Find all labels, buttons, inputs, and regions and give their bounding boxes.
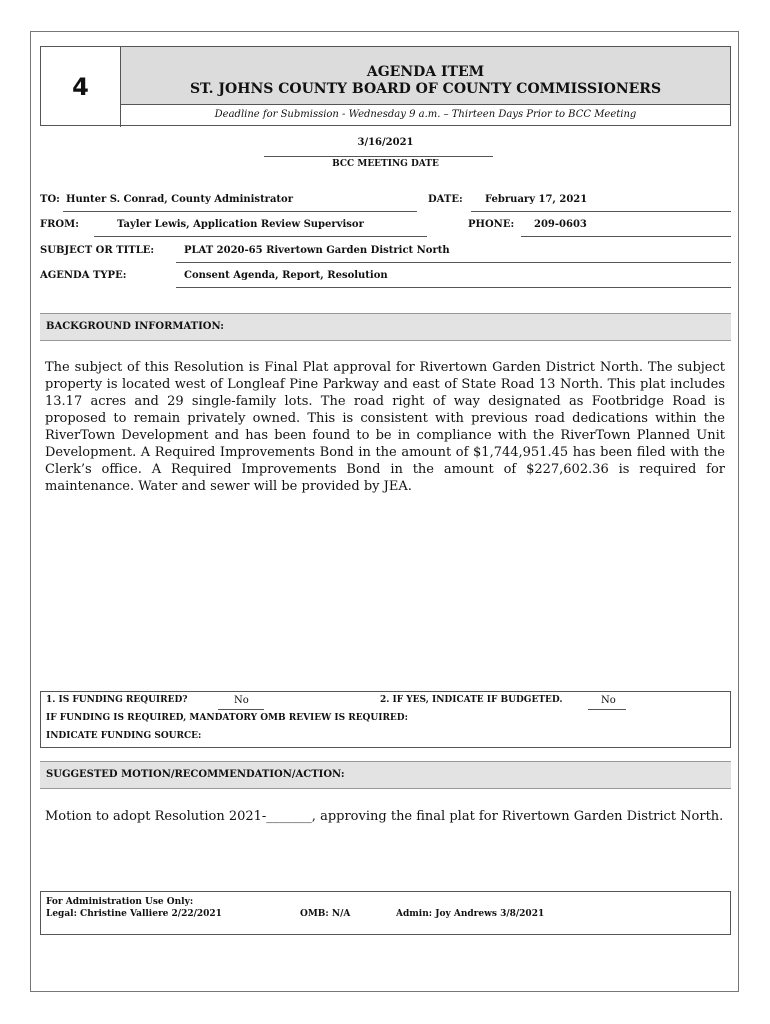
subject-value: PLAT 2020-65 Rivertown Garden District North — [184, 245, 450, 256]
agenda-item-page — [30, 31, 739, 992]
to-value: Hunter S. Conrad, County Administrator — [66, 194, 293, 205]
from-value: Tayler Lewis, Application Review Supervisor — [117, 219, 364, 230]
meeting-date-underline — [264, 156, 493, 157]
budgeted-value: No — [601, 695, 616, 706]
phone-underline — [521, 236, 731, 237]
meeting-date-label: BCC MEETING DATE — [332, 159, 439, 169]
background-heading: BACKGROUND INFORMATION: — [40, 313, 731, 341]
submission-deadline: Deadline for Submission - Wednesday 9 a.m. – Thirteen Days Prior to BCC Meeting — [214, 109, 637, 120]
motion-heading: SUGGESTED MOTION/RECOMMENDATION/ACTION: — [40, 761, 731, 789]
background-text: The subject of this Resolution is Final Plat approval for Rivertown Garden District North. The subject property is located west of Longleaf Pine Parkway and east of State Road 13 North. This plat includes 13.17 acres and 29 single-family lots. The road right of way designated as Footbridge Road is proposed to remain privately owned. This is consistent with previous road dedications within the RiverTown Development and has been found to be in compliance with the RiverTown Planned Unit Development. A Required Improvements Bond in the amount of $1,744,951.45 has been filed with the Clerk’s office. A Required Improvements Bond in the amount of $227,602.36 is required for maintenance. Water and sewer will be provided by JEA. — [45, 360, 725, 494]
funding-required-value: No — [234, 695, 249, 706]
budgeted-label: 2. IF YES, INDICATE IF BUDGETED. — [380, 695, 563, 705]
date-value: February 17, 2021 — [485, 194, 588, 205]
date-label: DATE: — [428, 194, 463, 205]
date-underline — [471, 211, 731, 212]
agenda-item-number: 4 — [41, 47, 121, 127]
phone-label: PHONE: — [468, 219, 515, 230]
agenda-title — [121, 47, 730, 105]
motion-text: Motion to adopt Resolution 2021-_______, approving the final plat for Rivertown Garden District North. — [45, 809, 724, 824]
agenda-title-line2: ST. JOHNS COUNTY BOARD OF COUNTY COMMISSIONERS — [189, 81, 662, 97]
budgeted-underline — [588, 709, 626, 710]
agenda-type-label: AGENDA TYPE: — [40, 270, 127, 281]
admin-heading: For Administration Use Only: — [46, 897, 194, 907]
subject-underline — [176, 262, 731, 263]
agenda-header — [40, 46, 731, 126]
to-label: TO: — [40, 194, 60, 205]
admin-box — [40, 891, 731, 935]
admin-approval: Admin: Joy Andrews 3/8/2021 — [396, 909, 545, 919]
from-underline — [94, 236, 427, 237]
meeting-date: 3/16/2021 — [357, 137, 414, 148]
from-label: FROM: — [40, 219, 79, 230]
funding-required-label: 1. IS FUNDING REQUIRED? — [46, 695, 188, 705]
agenda-title-line1: AGENDA ITEM — [366, 64, 485, 80]
phone-value: 209-0603 — [534, 219, 587, 230]
funding-required-underline — [218, 709, 264, 710]
funding-box — [40, 691, 731, 748]
legal-approval: Legal: Christine Valliere 2/22/2021 — [46, 909, 222, 919]
omb-approval: OMB: N/A — [300, 909, 351, 919]
funding-source-label: INDICATE FUNDING SOURCE: — [46, 731, 202, 741]
omb-review-note: IF FUNDING IS REQUIRED, MANDATORY OMB REVIEW IS REQUIRED: — [46, 713, 408, 723]
subject-label: SUBJECT OR TITLE: — [40, 245, 155, 256]
agenda-type-value: Consent Agenda, Report, Resolution — [184, 270, 388, 281]
agenda-type-underline — [176, 287, 731, 288]
to-underline — [63, 211, 417, 212]
